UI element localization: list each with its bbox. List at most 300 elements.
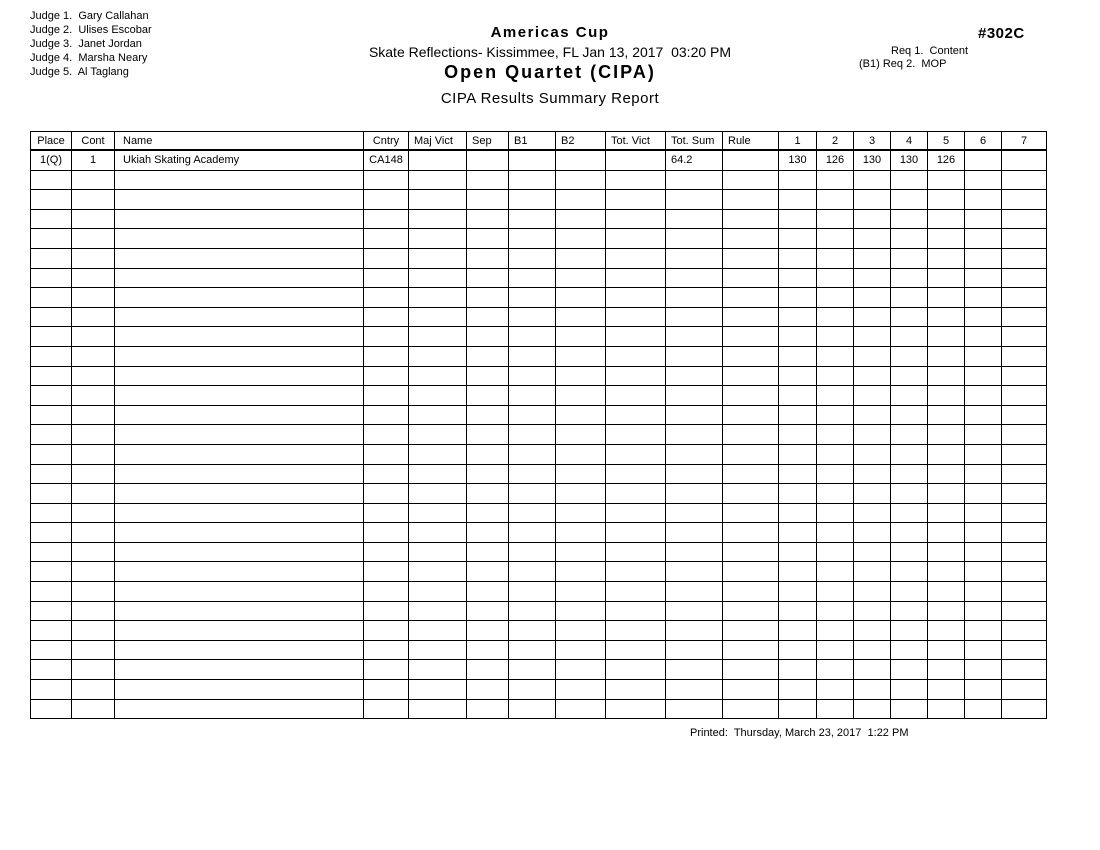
table-cell	[965, 562, 1002, 582]
table-cell	[965, 621, 1002, 641]
column-header-judge-2: 2	[817, 132, 854, 151]
table-cell	[72, 464, 115, 484]
table-cell	[467, 523, 509, 543]
table-cell	[364, 327, 409, 347]
table-cell	[72, 386, 115, 406]
column-header-judge-5: 5	[928, 132, 965, 151]
table-cell	[606, 405, 666, 425]
table-cell	[666, 366, 723, 386]
table-cell: 126	[928, 150, 965, 170]
column-header-rule: Rule	[723, 132, 779, 151]
table-cell	[965, 444, 1002, 464]
table-cell	[854, 680, 891, 700]
table-cell	[666, 425, 723, 445]
table-cell	[891, 405, 928, 425]
table-cell	[1002, 484, 1047, 504]
table-row	[31, 150, 1047, 170]
table-cell	[779, 386, 817, 406]
table-cell	[31, 229, 72, 249]
table-cell	[364, 444, 409, 464]
table-cell	[409, 660, 467, 680]
table-cell	[467, 425, 509, 445]
table-cell	[409, 680, 467, 700]
table-cell: Ukiah Skating Academy	[115, 150, 364, 170]
table-cell	[606, 248, 666, 268]
table-cell	[965, 523, 1002, 543]
table-cell	[31, 542, 72, 562]
table-cell	[509, 190, 556, 210]
table-cell	[1002, 660, 1047, 680]
table-cell	[72, 523, 115, 543]
table-cell	[723, 582, 779, 602]
table-cell	[817, 464, 854, 484]
table-cell	[891, 366, 928, 386]
table-cell	[606, 680, 666, 700]
table-cell	[817, 680, 854, 700]
table-cell	[965, 170, 1002, 190]
table-cell	[1002, 425, 1047, 445]
table-cell	[409, 582, 467, 602]
table-cell	[409, 621, 467, 641]
table-cell	[509, 582, 556, 602]
table-cell	[364, 523, 409, 543]
table-cell	[666, 209, 723, 229]
table-cell	[1002, 405, 1047, 425]
column-header-maj-vict: Maj Vict	[409, 132, 467, 151]
table-cell	[509, 405, 556, 425]
table-cell	[409, 150, 467, 170]
table-cell	[115, 248, 364, 268]
table-cell	[467, 190, 509, 210]
table-cell	[666, 190, 723, 210]
table-cell	[723, 307, 779, 327]
table-cell	[1002, 542, 1047, 562]
table-cell	[928, 425, 965, 445]
table-cell	[509, 464, 556, 484]
table-cell	[31, 503, 72, 523]
table-cell	[467, 229, 509, 249]
table-cell	[115, 660, 364, 680]
table-cell	[72, 503, 115, 523]
table-cell	[509, 444, 556, 464]
table-cell	[467, 307, 509, 327]
table-cell	[891, 346, 928, 366]
table-cell	[817, 523, 854, 543]
table-cell	[509, 386, 556, 406]
table-cell	[854, 425, 891, 445]
table-cell	[779, 190, 817, 210]
venue-date-line: Skate Reflections- Kissimmee, FL Jan 13, 2017 03:20 PM	[368, 44, 732, 60]
table-cell	[854, 405, 891, 425]
table-cell	[409, 542, 467, 562]
table-cell	[31, 268, 72, 288]
table-cell	[779, 405, 817, 425]
table-cell	[817, 170, 854, 190]
table-cell	[1002, 503, 1047, 523]
table-cell	[556, 288, 606, 308]
table-cell	[115, 503, 364, 523]
table-cell	[31, 209, 72, 229]
table-cell	[509, 680, 556, 700]
table-cell	[556, 601, 606, 621]
table-cell	[1002, 346, 1047, 366]
table-cell	[928, 268, 965, 288]
table-row	[31, 209, 1047, 229]
table-cell	[409, 484, 467, 504]
table-cell	[928, 366, 965, 386]
table-cell	[723, 327, 779, 347]
table-cell	[556, 386, 606, 406]
table-cell	[965, 484, 1002, 504]
table-cell	[928, 660, 965, 680]
table-cell	[556, 660, 606, 680]
table-row	[31, 582, 1047, 602]
table-cell	[854, 562, 891, 582]
table-cell	[467, 209, 509, 229]
table-cell	[72, 699, 115, 719]
requirement-1: Req 1. Content	[891, 45, 969, 57]
table-cell	[115, 288, 364, 308]
table-cell	[965, 346, 1002, 366]
table-cell	[364, 484, 409, 504]
table-cell	[891, 288, 928, 308]
table-cell	[467, 621, 509, 641]
judge-line-5: Judge 5. Al Taglang	[30, 66, 129, 78]
table-cell	[1002, 366, 1047, 386]
table-cell	[854, 346, 891, 366]
table-cell	[409, 170, 467, 190]
table-cell	[556, 405, 606, 425]
table-cell	[817, 248, 854, 268]
column-header-tot-sum: Tot. Sum	[666, 132, 723, 151]
table-cell	[854, 640, 891, 660]
table-cell	[723, 601, 779, 621]
table-cell	[556, 150, 606, 170]
table-cell	[31, 621, 72, 641]
table-cell	[854, 444, 891, 464]
table-cell	[723, 640, 779, 660]
table-cell	[928, 170, 965, 190]
column-header-place: Place	[31, 132, 72, 151]
table-cell	[115, 680, 364, 700]
table-cell	[115, 464, 364, 484]
table-cell	[72, 268, 115, 288]
table-cell	[72, 640, 115, 660]
column-header-cntry: Cntry	[364, 132, 409, 151]
table-cell	[1002, 562, 1047, 582]
table-cell	[509, 307, 556, 327]
column-header-tot-vict: Tot. Vict	[606, 132, 666, 151]
table-cell	[606, 582, 666, 602]
table-cell	[606, 386, 666, 406]
table-cell	[965, 327, 1002, 347]
table-cell	[817, 268, 854, 288]
table-cell	[965, 640, 1002, 660]
table-cell	[817, 190, 854, 210]
table-cell	[723, 484, 779, 504]
table-cell	[409, 366, 467, 386]
table-cell	[556, 209, 606, 229]
table-cell	[965, 248, 1002, 268]
requirement-2: (B1) Req 2. MOP	[859, 58, 947, 70]
table-row	[31, 425, 1047, 445]
table-cell	[364, 288, 409, 308]
table-cell	[409, 503, 467, 523]
table-cell: 126	[817, 150, 854, 170]
table-cell	[779, 327, 817, 347]
table-cell	[817, 288, 854, 308]
table-cell	[1002, 209, 1047, 229]
table-cell	[891, 542, 928, 562]
table-cell	[556, 268, 606, 288]
table-cell	[115, 621, 364, 641]
table-cell	[115, 366, 364, 386]
table-cell	[666, 327, 723, 347]
table-cell	[409, 229, 467, 249]
table-cell	[556, 542, 606, 562]
table-cell	[364, 660, 409, 680]
column-header-b2: B2	[556, 132, 606, 151]
table-cell	[409, 327, 467, 347]
table-cell	[606, 190, 666, 210]
table-row	[31, 601, 1047, 621]
table-cell	[72, 601, 115, 621]
table-row	[31, 484, 1047, 504]
table-cell	[666, 640, 723, 660]
table-cell	[854, 268, 891, 288]
table-cell	[409, 562, 467, 582]
table-cell	[779, 699, 817, 719]
table-cell	[31, 444, 72, 464]
table-cell	[965, 386, 1002, 406]
table-cell	[72, 346, 115, 366]
table-cell	[779, 268, 817, 288]
table-cell	[854, 288, 891, 308]
table-cell	[854, 503, 891, 523]
table-cell	[467, 484, 509, 504]
table-cell	[409, 346, 467, 366]
table-cell	[854, 190, 891, 210]
table-cell	[509, 268, 556, 288]
table-row	[31, 366, 1047, 386]
table-cell	[817, 346, 854, 366]
table-cell	[606, 346, 666, 366]
table-cell	[928, 444, 965, 464]
table-cell	[31, 327, 72, 347]
table-cell	[854, 582, 891, 602]
table-row	[31, 680, 1047, 700]
table-cell	[409, 307, 467, 327]
table-cell	[467, 680, 509, 700]
table-cell	[115, 542, 364, 562]
table-cell	[606, 621, 666, 641]
table-cell	[409, 444, 467, 464]
table-cell	[891, 425, 928, 445]
table-cell	[72, 209, 115, 229]
table-cell	[509, 699, 556, 719]
table-cell	[31, 405, 72, 425]
table-cell	[817, 660, 854, 680]
table-cell	[723, 288, 779, 308]
table-cell	[965, 190, 1002, 210]
table-cell	[606, 209, 666, 229]
table-cell	[72, 562, 115, 582]
table-cell	[115, 484, 364, 504]
table-cell	[364, 601, 409, 621]
table-cell	[115, 699, 364, 719]
table-cell	[779, 464, 817, 484]
table-cell	[606, 425, 666, 445]
table-cell	[928, 484, 965, 504]
table-cell	[1002, 170, 1047, 190]
table-cell	[1002, 582, 1047, 602]
table-cell	[779, 680, 817, 700]
table-cell	[72, 229, 115, 249]
table-cell	[72, 484, 115, 504]
table-cell	[928, 621, 965, 641]
table-cell	[854, 366, 891, 386]
table-cell	[364, 405, 409, 425]
table-cell	[509, 523, 556, 543]
table-cell	[891, 562, 928, 582]
table-cell	[854, 699, 891, 719]
table-cell	[72, 660, 115, 680]
table-cell	[965, 680, 1002, 700]
table-cell	[509, 229, 556, 249]
table-cell	[965, 150, 1002, 170]
table-cell	[965, 542, 1002, 562]
table-cell	[928, 288, 965, 308]
table-cell	[409, 209, 467, 229]
table-cell	[928, 190, 965, 210]
table-cell	[72, 248, 115, 268]
table-cell	[817, 542, 854, 562]
table-cell	[31, 425, 72, 445]
table-cell	[364, 699, 409, 719]
table-cell	[556, 562, 606, 582]
table-cell	[891, 699, 928, 719]
table-cell	[779, 562, 817, 582]
table-cell	[928, 405, 965, 425]
table-cell	[666, 582, 723, 602]
table-cell	[409, 425, 467, 445]
table-cell	[467, 503, 509, 523]
table-cell	[779, 601, 817, 621]
table-cell	[556, 425, 606, 445]
table-cell	[606, 366, 666, 386]
table-cell	[364, 640, 409, 660]
table-cell	[72, 170, 115, 190]
table-cell	[1002, 601, 1047, 621]
table-cell	[928, 464, 965, 484]
table-cell	[606, 229, 666, 249]
column-header-sep: Sep	[467, 132, 509, 151]
table-cell	[467, 170, 509, 190]
table-cell	[31, 484, 72, 504]
table-cell	[606, 288, 666, 308]
table-cell	[556, 680, 606, 700]
table-cell	[817, 640, 854, 660]
table-cell	[666, 248, 723, 268]
table-cell	[666, 503, 723, 523]
table-cell	[409, 248, 467, 268]
table-cell: 130	[891, 150, 928, 170]
table-cell	[965, 582, 1002, 602]
table-cell	[31, 346, 72, 366]
table-cell	[817, 484, 854, 504]
table-cell	[891, 582, 928, 602]
results-table	[30, 131, 1047, 719]
table-cell	[965, 405, 1002, 425]
table-cell	[666, 601, 723, 621]
table-row	[31, 699, 1047, 719]
table-row	[31, 327, 1047, 347]
judge-line-1: Judge 1. Gary Callahan	[30, 10, 149, 22]
table-cell	[556, 582, 606, 602]
table-cell	[31, 464, 72, 484]
table-cell	[509, 660, 556, 680]
table-cell	[965, 699, 1002, 719]
column-header-b1: B1	[509, 132, 556, 151]
table-cell	[928, 503, 965, 523]
table-cell	[556, 699, 606, 719]
table-cell	[723, 699, 779, 719]
table-cell	[115, 307, 364, 327]
table-cell	[556, 444, 606, 464]
table-cell	[779, 209, 817, 229]
table-cell	[409, 699, 467, 719]
table-cell	[115, 444, 364, 464]
table-cell: 1(Q)	[31, 150, 72, 170]
table-cell	[509, 327, 556, 347]
table-cell	[467, 327, 509, 347]
column-header-name: Name	[115, 132, 364, 151]
table-cell	[31, 248, 72, 268]
table-cell	[965, 307, 1002, 327]
table-cell	[817, 582, 854, 602]
table-cell	[666, 268, 723, 288]
table-cell	[31, 601, 72, 621]
table-cell	[779, 229, 817, 249]
table-cell	[723, 523, 779, 543]
table-cell	[364, 680, 409, 700]
table-cell	[1002, 640, 1047, 660]
table-cell	[467, 366, 509, 386]
table-cell	[409, 640, 467, 660]
table-cell	[409, 523, 467, 543]
table-cell	[31, 562, 72, 582]
table-cell	[965, 268, 1002, 288]
table-cell	[891, 601, 928, 621]
table-cell	[723, 660, 779, 680]
table-cell	[1002, 327, 1047, 347]
table-row	[31, 660, 1047, 680]
table-cell	[556, 640, 606, 660]
table-cell	[928, 386, 965, 406]
table-cell	[965, 660, 1002, 680]
table-cell	[817, 699, 854, 719]
table-cell	[817, 366, 854, 386]
table-cell	[72, 680, 115, 700]
table-cell	[364, 425, 409, 445]
table-cell	[666, 405, 723, 425]
table-row	[31, 621, 1047, 641]
table-cell	[409, 288, 467, 308]
table-cell	[817, 327, 854, 347]
table-row	[31, 444, 1047, 464]
table-cell	[1002, 190, 1047, 210]
table-cell	[467, 562, 509, 582]
